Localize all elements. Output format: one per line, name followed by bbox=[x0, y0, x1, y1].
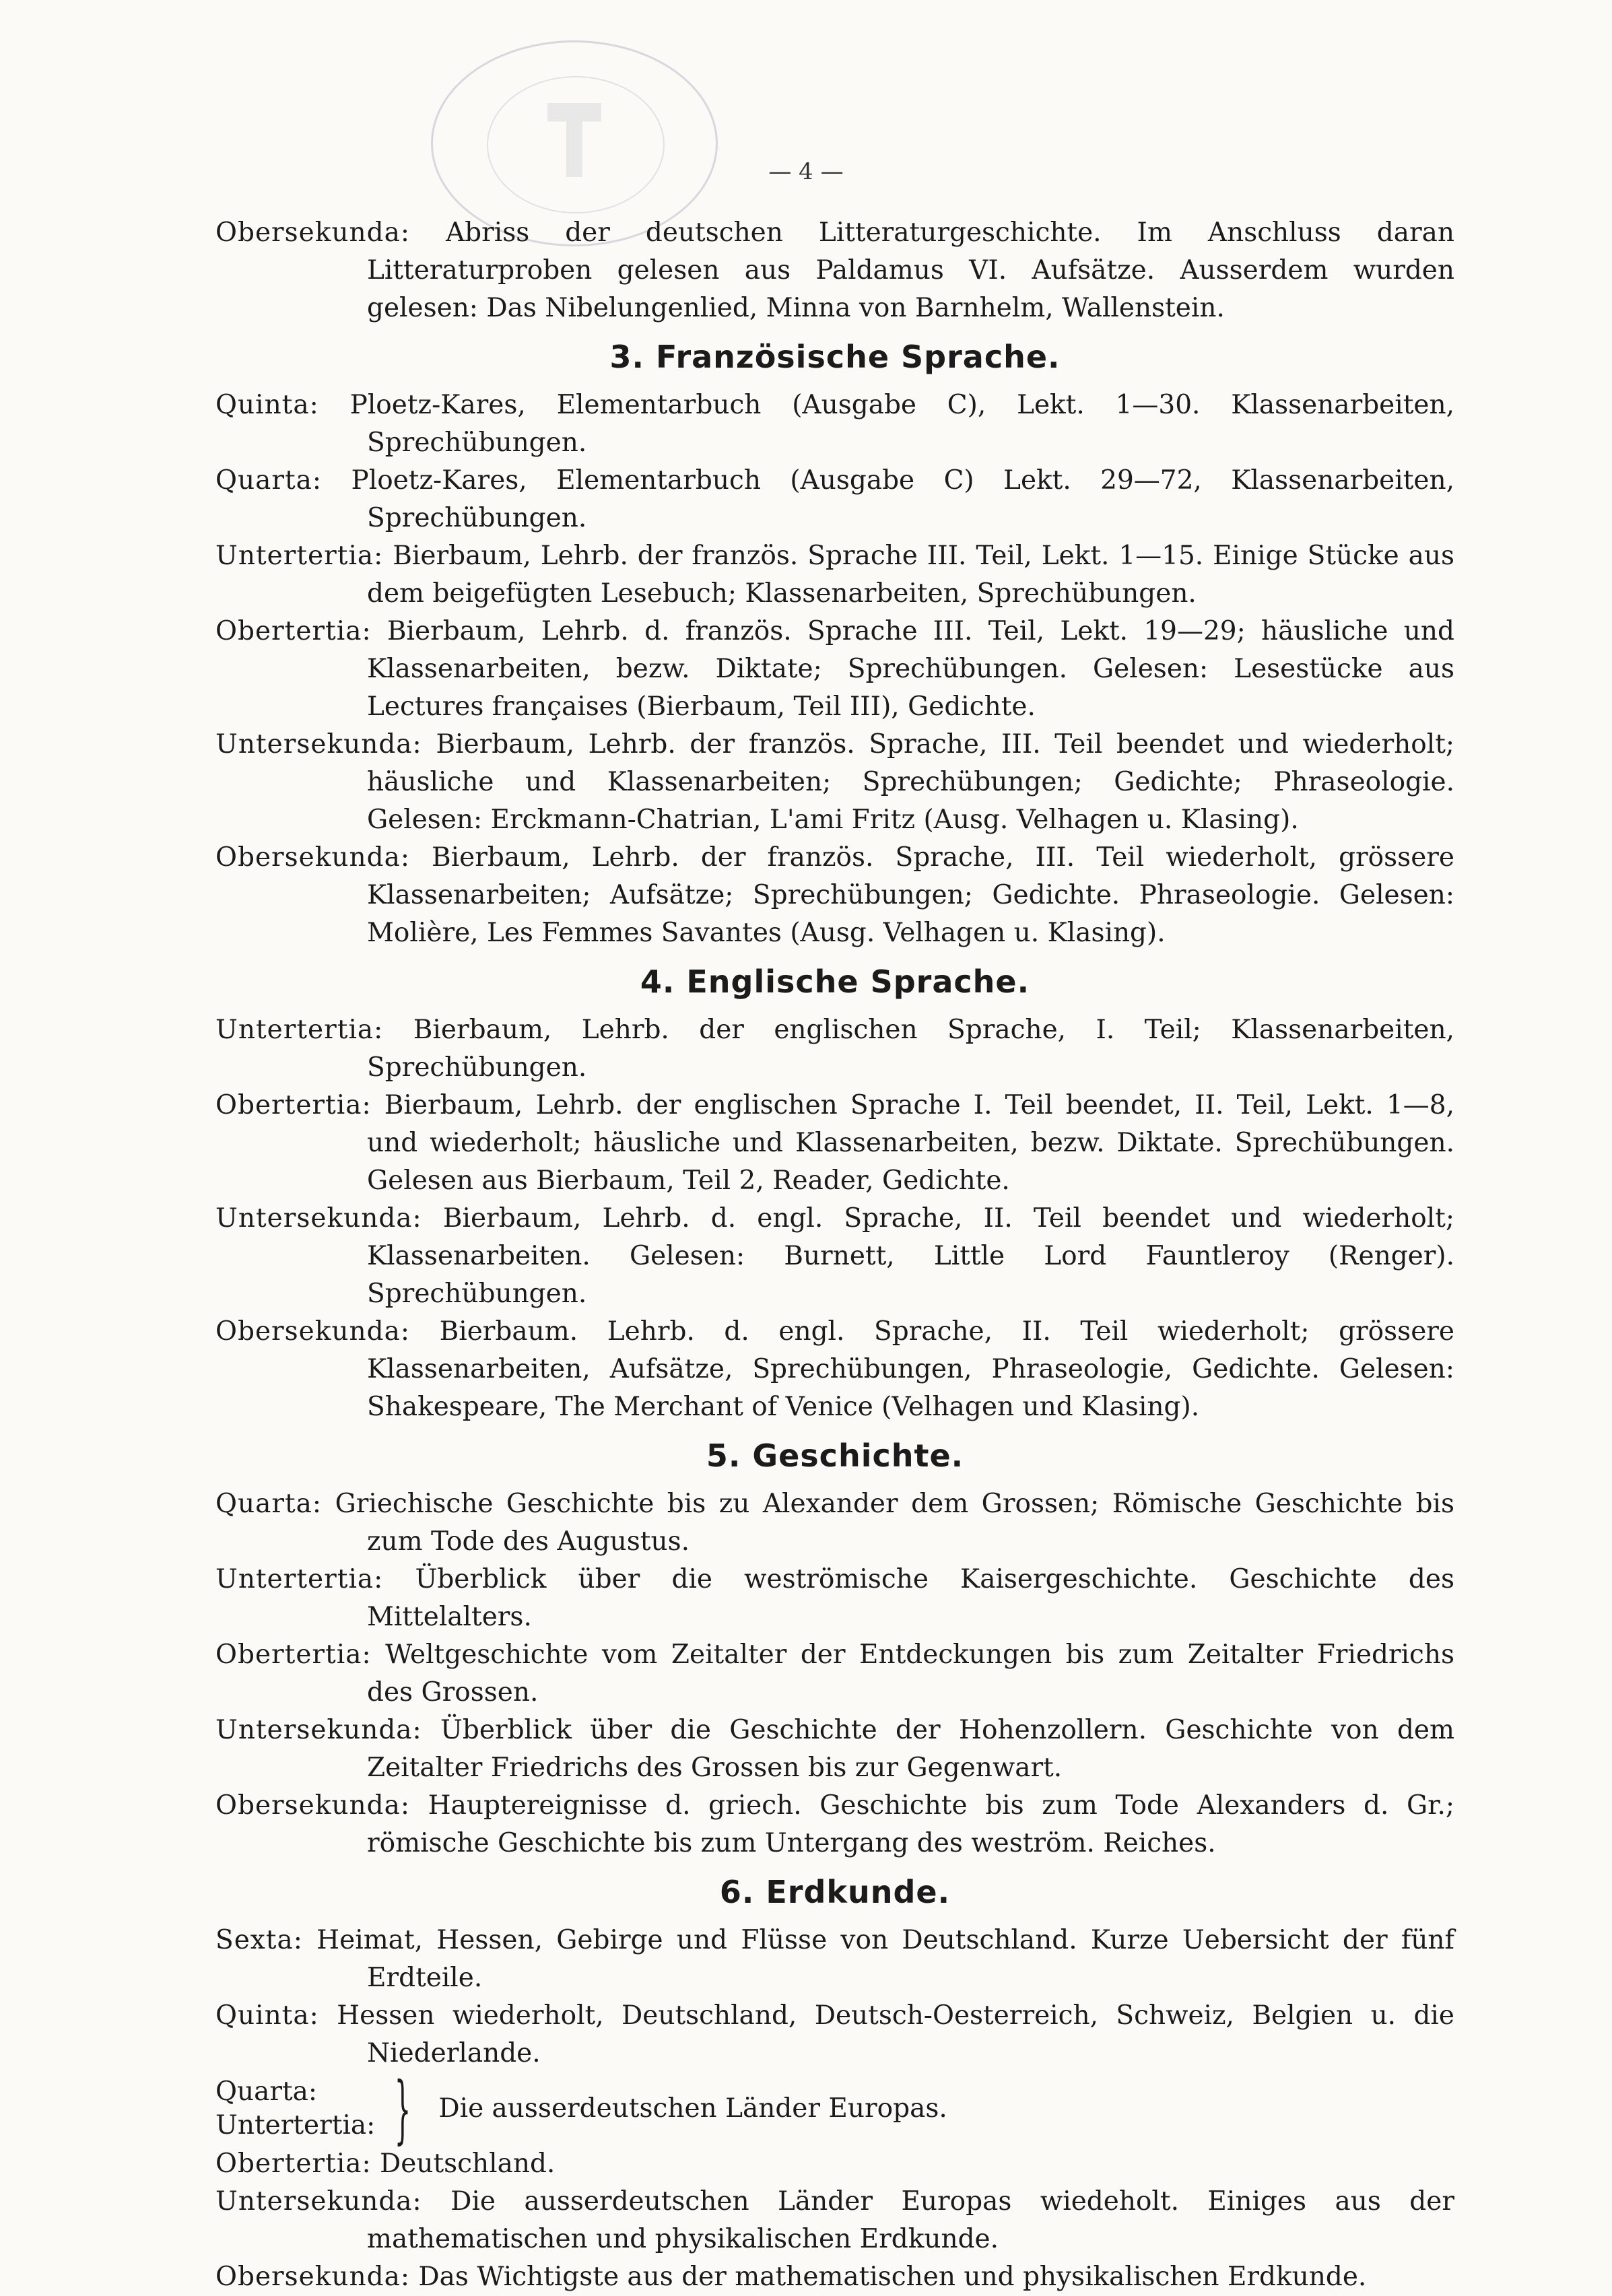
entry bbox=[215, 1712, 1454, 1787]
entry-label: Untersekunda: bbox=[215, 729, 422, 759]
entry-obersekunda-deutsch bbox=[215, 214, 1454, 327]
entry-text: Die ausserdeutschen Länder Europas wiedeholt. Einiges aus der mathematischen und physikalischen Erdkunde. bbox=[367, 2186, 1454, 2254]
entry-text: Ploetz-Kares, Elementarbuch (Ausgabe C), Lekt. 1—30. Klassenarbeiten, Sprechübungen. bbox=[349, 390, 1454, 458]
entry-label: Obertertia: bbox=[215, 2149, 372, 2179]
entry bbox=[215, 1087, 1454, 1200]
entry bbox=[215, 726, 1454, 839]
entry bbox=[215, 2145, 1454, 2183]
page-number: — 4 — bbox=[768, 158, 844, 185]
entry-text: Das Wichtigste aus der mathematischen und physikalischen Erdkunde. bbox=[418, 2262, 1367, 2292]
entry bbox=[215, 2258, 1454, 2296]
entry-text: Bierbaum, Lehrb. der englischen Sprache I. Teil beendet, II. Teil, Lekt. 1—8, und wiederholt; häusliche und Klassenarbeiten, bezw. Diktate. Sprechübungen. Gelesen aus Bierbaum, Teil 2, Reader, Gedichte. bbox=[367, 1090, 1454, 1196]
entry bbox=[215, 839, 1454, 952]
entry bbox=[215, 462, 1454, 537]
entry-text: Die ausserdeutschen Länder Europas. bbox=[438, 2093, 947, 2124]
entry-label: Untertertia: bbox=[215, 541, 384, 571]
entry-text: Bierbaum, Lehrb. d. engl. Sprache, II. Teil beendet und wiederholt; Klassenarbeiten. Gelesen: Burnett, Little Lord Fauntleroy (Renger). Sprechübungen. bbox=[367, 1203, 1454, 1309]
entry-label: Obertertia: bbox=[215, 1640, 372, 1670]
entry bbox=[215, 1561, 1454, 1636]
entry-text: Bierbaum, Lehrb. der französ. Sprache, III. Teil beendet und wiederholt; häusliche und Klassenarbeiten; Sprechübungen; Gedichte; Phraseologie. Gelesen: Erckmann-Chatrian, L'ami Fritz (Ausg. Velhagen u. Klasing). bbox=[367, 729, 1455, 835]
brace-icon: } bbox=[395, 2066, 411, 2152]
entry-label: Obertertia: bbox=[215, 1090, 372, 1120]
entry-text: Heimat, Hessen, Gebirge und Flüsse von Deutschland. Kurze Uebersicht der fünf Erdteile. bbox=[316, 1925, 1454, 1993]
entry-text: Hauptereignisse d. griech. Geschichte bis zum Tode Alexanders d. Gr.; römische Geschichte bis zum Untergang des weström. Reiches. bbox=[367, 1790, 1454, 1858]
entry-text: Überblick über die Geschichte der Hohenzollern. Geschichte von dem Zeitalter Friedrichs des Grossen bis zur Gegenwart. bbox=[367, 1715, 1454, 1783]
entry bbox=[215, 1313, 1454, 1426]
entry bbox=[215, 1636, 1454, 1712]
section-heading-erdkunde: 6. Erdkunde. bbox=[719, 1874, 951, 1910]
entry-label: Obersekunda: bbox=[215, 842, 410, 873]
entry-label: Quarta: bbox=[215, 465, 323, 496]
entry-label: Quinta: bbox=[215, 390, 319, 420]
entry-label: Untertertia: bbox=[215, 1564, 384, 1594]
entry-text: Deutschland. bbox=[380, 2149, 556, 2179]
entry bbox=[215, 1011, 1454, 1087]
entry bbox=[215, 1997, 1454, 2072]
entry bbox=[215, 386, 1454, 462]
entry-label: Quinta: bbox=[215, 2000, 319, 2031]
entry bbox=[215, 1200, 1454, 1313]
entry-text: Griechische Geschichte bis zu Alexander dem Grossen; Römische Geschichte bis zum Tode des Augustus. bbox=[335, 1489, 1454, 1557]
entry bbox=[215, 1787, 1454, 1862]
entry-label: Sexta: bbox=[215, 1925, 303, 1955]
entry-label: Obersekunda: bbox=[215, 1790, 410, 1821]
entry-text: Bierbaum, Lehrb. der französ. Sprache, III. Teil wiederholt, grössere Klassenarbeiten; Aufsätze; Sprechübungen; Gedichte. Phraseologie. Gelesen: Molière, Les Femmes Savantes (Ausg. Velhagen u. Klasing). bbox=[367, 842, 1454, 948]
entry-label: Obersekunda: bbox=[215, 1316, 410, 1347]
entry-label: Obersekunda: bbox=[215, 2262, 410, 2292]
entry-text: Weltgeschichte vom Zeitalter der Entdeckungen bis zum Zeitalter Friedrichs des Grossen. bbox=[367, 1640, 1455, 1708]
entry-label: Untersekunda: bbox=[215, 1715, 422, 1745]
entry bbox=[215, 537, 1454, 613]
page-content bbox=[215, 214, 1454, 2296]
entry-label: Quarta: bbox=[215, 2076, 318, 2107]
section-heading-franzoesisch: 3. Französische Sprache. bbox=[609, 339, 1061, 375]
entry-text: Ploetz-Kares, Elementarbuch (Ausgabe C) Lekt. 29—72, Klassenarbeiten, Sprechübungen. bbox=[351, 465, 1454, 533]
entry-text: Bierbaum, Lehrb. d. französ. Sprache III. Teil, Lekt. 19—29; häusliche und Klassenarbeiten, bezw. Diktate; Sprechübungen. Gelesen: Lesestücke aus Lectures françaises (Bierbaum, Teil III), Gedichte. bbox=[367, 616, 1454, 722]
entry-text: Bierbaum, Lehrb. der französ. Sprache III. Teil, Lekt. 1—15. Einige Stücke aus dem beigefügten Lesebuch; Klassenarbeiten, Sprechübungen. bbox=[367, 541, 1454, 609]
entry bbox=[215, 1922, 1454, 1997]
entry-label: Untertertia: bbox=[215, 1015, 384, 1045]
entry-label: Quarta: bbox=[215, 1489, 323, 1519]
entry-text: Überblick über die weströmische Kaisergeschichte. Geschichte des Mittelalters. bbox=[367, 1564, 1454, 1632]
entry-label: Untersekunda: bbox=[215, 2186, 422, 2217]
entry-text: Bierbaum. Lehrb. d. engl. Sprache, II. Teil wiederholt; grössere Klassenarbeiten, Aufsätze, Sprechübungen, Phraseologie, Gedichte. Gelesen: Shakespeare, The Merchant of Venice (Velhagen und Klasing). bbox=[367, 1316, 1454, 1422]
entry bbox=[215, 613, 1454, 726]
brace-labels bbox=[215, 2075, 375, 2142]
entry-text: Hessen wiederholt, Deutschland, Deutsch-Oesterreich, Schweiz, Belgien u. die Niederlande. bbox=[337, 2000, 1454, 2068]
entry-label: Untersekunda: bbox=[215, 1203, 422, 1234]
entry bbox=[215, 2183, 1454, 2258]
section-heading-geschichte: 5. Geschichte. bbox=[706, 1438, 964, 1474]
brace-entry bbox=[215, 2066, 1454, 2152]
section-heading-englisch: 4. Englische Sprache. bbox=[640, 964, 1030, 1000]
entry bbox=[215, 1485, 1454, 1561]
entry-label: Untertertia: bbox=[215, 2110, 376, 2140]
entry-text: Abriss der deutschen Litteraturgeschichte. Im Anschluss daran Litteraturproben gelesen aus Paldamus VI. Aufsätze. Ausserdem wurden gelesen: Das Nibelungenlied, Minna von Barnhelm, Wallenstein. bbox=[367, 217, 1454, 323]
entry-text: Bierbaum, Lehrb. der englischen Sprache, I. Teil; Klassenarbeiten, Sprechübungen. bbox=[367, 1015, 1454, 1083]
entry-label: Obersekunda: bbox=[215, 217, 410, 248]
entry-label: Obertertia: bbox=[215, 616, 372, 646]
